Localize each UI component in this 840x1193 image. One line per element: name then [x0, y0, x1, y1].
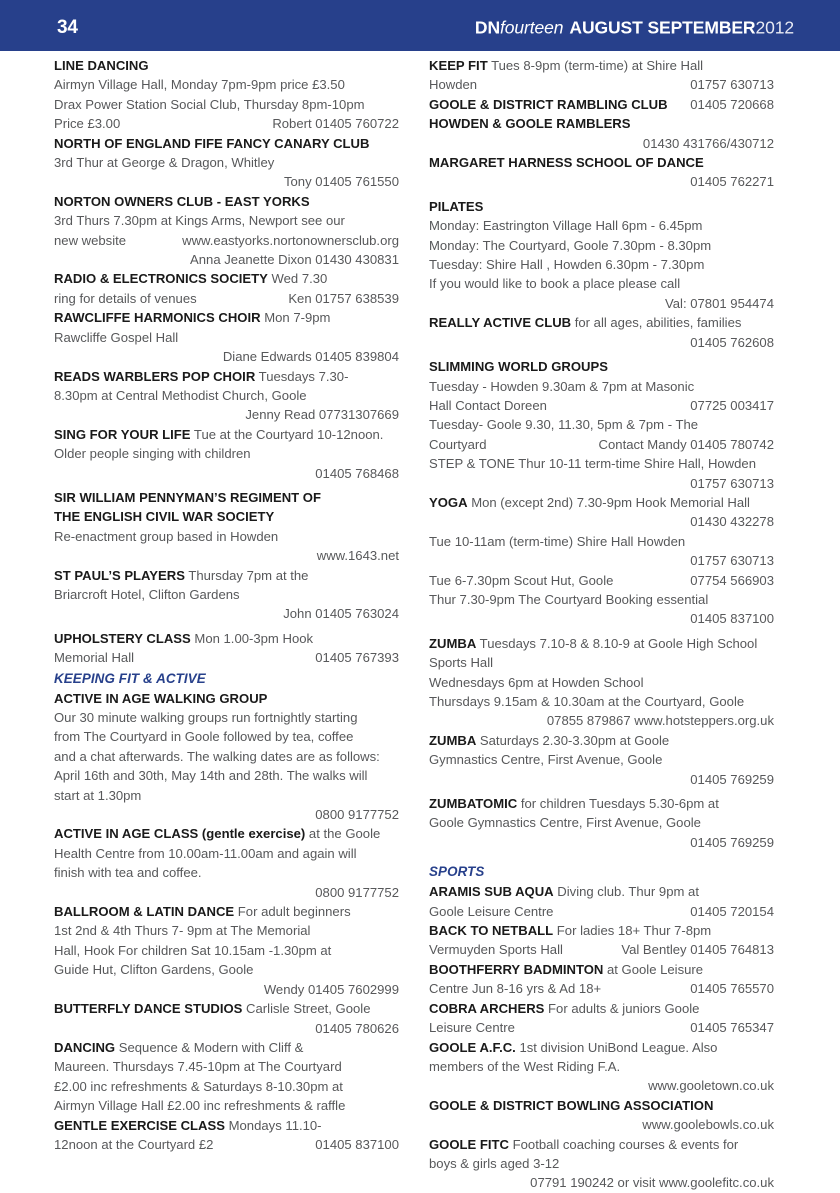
listing-back-to-netball [429, 921, 774, 940]
listing-detail: Howden [429, 77, 478, 93]
listing-title: GOOLE FITC [429, 1136, 510, 1152]
masthead [475, 18, 794, 39]
listing-contact: 01405 720154 [690, 903, 774, 919]
listing-contact: Tony 01405 761550 [283, 174, 399, 190]
listing-detail: at Goole Leisure [603, 961, 704, 977]
listing-title: BACK TO NETBALL [429, 923, 554, 939]
listing-contact: Val: 07801 954474 [665, 295, 774, 311]
listing-detail: Goole Leisure Centre [429, 903, 554, 919]
listing-line: and a chat afterwards. The walking dates are as follows: [54, 748, 380, 764]
listing-goole-fitc [429, 1135, 774, 1154]
section-heading-keeping-fit-active: KEEPING FIT & ACTIVE [54, 670, 206, 686]
listing-line: Monday: The Courtyard, Goole 7.30pm - 8.30pm [429, 237, 712, 253]
listing-line: boys & girls aged 3-12 [429, 1155, 560, 1171]
listing-slimming-world-groups: SLIMMING WORLD GROUPS [429, 359, 608, 375]
listing-title: READS WARBLERS POP CHOIR [54, 368, 256, 384]
listing-split-line [54, 231, 399, 250]
listing-dancing [54, 1038, 399, 1057]
listing-goole-district-rambling-club [429, 95, 774, 114]
listing-line: Older people singing with children [54, 446, 251, 462]
listing-line: Hall, Hook For children Sat 10.15am -1.30pm at [54, 942, 332, 958]
listing-line: If you would like to book a place please call [429, 276, 681, 292]
listing-line: members of the West Riding F.A. [429, 1058, 621, 1074]
listing-sing-for-your-life [54, 425, 399, 444]
masthead-months: AUGUST SEPTEMBER [569, 17, 756, 38]
left-column [54, 56, 399, 1154]
listing-title: ZUMBATOMIC [429, 796, 518, 812]
listing-detail: For adults & juniors Goole [544, 1000, 700, 1016]
listing-norton-owners-club-east-yorks [54, 192, 399, 211]
listing-detail: Tuesdays 7.10-8 & 8.10-9 at Goole High School [476, 635, 758, 651]
listing-title: NORTON OWNERS CLUB - EAST YORKS [54, 193, 310, 209]
listing-really-active-club [429, 313, 774, 332]
listing-split-line [429, 435, 774, 454]
listing-contact: 0800 9177752 [315, 884, 399, 900]
listing-line: 3rd Thurs 7.30pm at Kings Arms, Newport see our [54, 213, 345, 229]
listing-line: start at 1.30pm [54, 787, 142, 803]
listing-upholstery-class [54, 629, 399, 648]
listing-detail: Diving club. Thur 9pm at [553, 884, 699, 900]
listing-detail: at the Goole [305, 826, 381, 842]
listing-detail: Football coaching courses & events for [509, 1136, 739, 1152]
page-header-band [0, 0, 840, 51]
listing-line: Drax Power Station Social Club, Thursday 8pm-10pm [54, 96, 365, 112]
listing-contact: 01405 768468 [315, 465, 399, 481]
section-heading-sports: SPORTS [429, 864, 485, 880]
listing-title: REALLY ACTIVE CLUB [429, 315, 572, 331]
listing-howden-goole-ramblers: HOWDEN & GOOLE RAMBLERS [429, 116, 631, 132]
listing-contact: 01405 837100 [315, 1136, 399, 1152]
listing-line: Guide Hut, Clifton Gardens, Goole [54, 962, 254, 978]
listing-detail: Centre Jun 8-16 yrs & Ad 18+ [429, 981, 602, 997]
listing-detail: for children Tuesdays 5.30-6pm at [517, 796, 719, 812]
listing-contact: 0800 9177752 [315, 807, 399, 823]
listing-aramis-sub-aqua [429, 882, 774, 901]
listing-line: STEP & TONE Thur 10-11 term-time Shire Hall, Howden [429, 456, 756, 472]
listing-yoga [429, 493, 774, 512]
listing-line: Thur 7.30-9pm The Courtyard Booking essential [429, 591, 709, 607]
listing-line: Monday: Eastrington Village Hall 6pm - 6.45pm [429, 218, 703, 234]
listing-line: from The Courtyard in Goole followed by tea, coffee [54, 729, 354, 745]
listing-contact: Jenny Read 07731307669 [245, 407, 399, 423]
listing-title: SIR WILLIAM PENNYMAN’S REGIMENT OF [54, 489, 321, 505]
listing-contact: 01405 769259 [690, 771, 774, 787]
listing-split-line [54, 648, 399, 667]
listing-title-continued: THE ENGLISH CIVIL WAR SOCIETY [54, 509, 275, 525]
listing-contact: 01757 630713 [690, 77, 774, 93]
listing-reads-warblers-pop-choir [54, 367, 399, 386]
listing-line: Thursdays 9.15am & 10.30am at the Courtyard, Goole [429, 694, 745, 709]
listing-detail: 1st division UniBond League. Also [515, 1039, 718, 1055]
listing-detail: new website [54, 232, 127, 248]
listing-contact: Robert 01405 760722 [272, 116, 399, 132]
listing-title: GOOLE A.F.C. [429, 1039, 516, 1055]
listing-title: ARAMIS SUB AQUA [429, 884, 554, 900]
listing-contact: 01405 780626 [315, 1020, 399, 1036]
listing-contact: 01757 630713 [690, 553, 774, 569]
listing-goole-district-bowling-association: GOOLE & DISTRICT BOWLING ASSOCIATION [429, 1097, 714, 1113]
listing-contact: John 01405 763024 [283, 606, 399, 622]
listing-title: YOGA [429, 494, 468, 510]
listing-line: April 16th and 30th, May 14th and 28th. The walks will [54, 768, 368, 784]
listing-detail: Hall Contact Doreen [429, 397, 547, 413]
listing-line: finish with tea and coffee. [54, 865, 202, 881]
listing-detail: Mondays 11.10- [224, 1117, 322, 1133]
listing-north-of-england-fife-fancy-canary-club [54, 134, 399, 153]
listing-detail: Price £3.00 [54, 116, 121, 132]
listing-website: www.eastyorks.nortonownersclub.org [182, 232, 399, 248]
listing-contact: Ken 01757 638539 [288, 290, 399, 306]
listing-zumba-saturdays [429, 731, 774, 750]
listing-contact: 01405 769259 [690, 834, 774, 850]
listing-zumbatomic [429, 794, 774, 813]
listing-detail: Carlisle Street, Goole [242, 1001, 371, 1017]
listing-contact: Val Bentley 01405 764813 [621, 942, 774, 958]
listing-rawcliffe-harmonics-choir [54, 308, 399, 327]
listing-detail: For adult beginners [234, 904, 351, 920]
listing-title: COBRA ARCHERS [429, 1000, 545, 1016]
listing-gentle-exercise-class [54, 1116, 399, 1135]
listing-contact: 07725 003417 [690, 397, 774, 413]
listing-title: GOOLE & DISTRICT RAMBLING CLUB [429, 96, 668, 112]
listing-detail: Tue at the Courtyard 10-12noon. [190, 426, 384, 442]
listing-line: Sports Hall [429, 655, 494, 671]
masthead-fourteen: fourteen [499, 17, 564, 38]
listing-contact: Anna Jeanette Dixon 01430 430831 [190, 252, 399, 268]
listing-goole-afc [429, 1038, 774, 1057]
page-number: 34 [57, 17, 78, 38]
listing-line: Tuesday: Shire Hall , Howden 6.30pm - 7.30pm [429, 257, 705, 273]
listing-split-line [54, 1135, 399, 1154]
listing-contact: 01405 767393 [315, 650, 399, 666]
right-column [429, 56, 774, 1193]
listing-website: www.goolebowls.co.uk [642, 1117, 774, 1133]
listing-title: BOOTHFERRY BADMINTON [429, 961, 604, 977]
listing-cobra-archers [429, 999, 774, 1018]
listing-line: 3rd Thur at George & Dragon, Whitley [54, 155, 275, 171]
listing-active-in-age-class [54, 824, 399, 843]
listing-title: ZUMBA [429, 635, 477, 651]
listing-website: www.1643.net [316, 548, 399, 564]
listing-contact: 01405 762271 [690, 174, 774, 190]
listing-contact: 07791 190242 or visit www.goolefitc.co.uk [530, 1175, 774, 1191]
listing-split-line [429, 979, 774, 998]
listing-zumba [429, 634, 774, 653]
listing-line: £2.00 inc refreshments & Saturdays 8-10.30pm at [54, 1078, 343, 1094]
listing-detail: Memorial Hall [54, 650, 135, 666]
spacer [429, 852, 774, 861]
listing-contact: 07855 879867 www.hotsteppers.org.uk [546, 713, 774, 729]
listing-title: ZUMBA [429, 732, 477, 748]
listing-split-line [429, 940, 774, 959]
listing-detail: Tue 6-7.30pm Scout Hut, Goole [429, 572, 614, 588]
listing-ballroom-latin-dance [54, 902, 399, 921]
listing-detail: Courtyard [429, 436, 487, 452]
listing-title: UPHOLSTERY CLASS [54, 630, 191, 646]
listing-detail: For ladies 18+ Thur 7-8pm [553, 923, 712, 939]
listing-detail: Mon 1.00-3pm Hook [190, 630, 314, 646]
listing-active-in-age-walking-group [54, 689, 399, 708]
listing-line: Re-enactment group based in Howden [54, 528, 279, 544]
listing-title: DANCING [54, 1039, 116, 1055]
listing-contact: 01430 431766/430712 [642, 135, 774, 151]
listing-split-line [54, 289, 399, 308]
listing-boothferry-badminton [429, 960, 774, 979]
listing-detail: Leisure Centre [429, 1020, 515, 1036]
listing-detail: ring for details of venues [54, 290, 197, 306]
masthead-dn: DN [474, 17, 500, 38]
listing-title: KEEP FIT [429, 58, 488, 73]
listing-contact: 01757 630713 [690, 475, 774, 491]
listing-detail: Saturdays 2.30-3.30pm at Goole [476, 732, 670, 748]
listing-line: Goole Gymnastics Centre, First Avenue, Goole [429, 815, 701, 831]
listing-contact: Wendy 01405 7602999 [263, 981, 399, 997]
listing-butterfly-dance-studios [54, 999, 399, 1018]
listing-line: Airmyn Village Hall, Monday 7pm-9pm price £3.50 [54, 77, 345, 93]
listing-title: RADIO & ELECTRONICS SOCIETY [54, 271, 268, 287]
listing-contact: 01405 762608 [690, 334, 774, 350]
listing-title: GENTLE EXERCISE CLASS [54, 1117, 225, 1133]
listing-split-line [429, 396, 774, 415]
listing-title: BUTTERFLY DANCE STUDIOS [54, 1001, 243, 1017]
listing-contact: 01405 837100 [690, 611, 774, 627]
listing-margaret-harness-school-of-dance: MARGARET HARNESS SCHOOL OF DANCE [429, 155, 704, 171]
listing-line: Briarcroft Hotel, Clifton Gardens [54, 586, 240, 602]
listing-st-pauls-players [54, 566, 399, 585]
listing-detail: Mon 7-9pm [260, 310, 331, 326]
listing-keep-fit [429, 56, 774, 75]
listing-title: ACTIVE IN AGE CLASS (gentle exercise) [54, 826, 306, 842]
listing-line: Tuesday - Howden 9.30am & 7pm at Masonic [429, 378, 695, 394]
listing-title: ST PAUL’S PLAYERS [54, 567, 185, 583]
listing-detail: Wed 7.30 [267, 271, 328, 287]
masthead-year: 2012 [755, 17, 794, 38]
listing-line: 1st 2nd & 4th Thurs 7- 9pm at The Memorial [54, 923, 311, 939]
listing-detail: for all ages, abilities, families [571, 315, 742, 331]
listing-line: 8.30pm at Central Methodist Church, Goole [54, 387, 307, 403]
listing-website: www.gooletown.co.uk [648, 1078, 774, 1094]
listing-split-line [429, 75, 774, 94]
listing-line: Wednesdays 6pm at Howden School [429, 674, 644, 690]
listing-detail: Sequence & Modern with Cliff & [115, 1039, 304, 1055]
listing-pilates: PILATES [429, 198, 484, 214]
listing-line: Gymnastics Centre, First Avenue, Goole [429, 752, 663, 768]
listing-radio-electronics-society [54, 269, 399, 288]
listing-line: Our 30 minute walking groups run fortnightly starting [54, 710, 358, 725]
listing-split-line [429, 1018, 774, 1037]
listing-title: ACTIVE IN AGE WALKING GROUP [54, 690, 268, 706]
listing-line: Tue 10-11am (term-time) Shire Hall Howden [429, 533, 686, 549]
listing-line-dancing [54, 56, 399, 75]
listing-contact: Contact Mandy 01405 780742 [598, 436, 774, 452]
listing-detail: Tuesdays 7.30- [255, 368, 349, 384]
listing-detail: Vermuyden Sports Hall [429, 942, 563, 958]
listing-line: Airmyn Village Hall £2.00 inc refreshments & raffle [54, 1098, 346, 1114]
listing-split-line [429, 902, 774, 921]
listing-line: Tuesday- Goole 9.30, 11.30, 5pm & 7pm - The [429, 417, 699, 433]
listing-split-line [429, 571, 774, 590]
listing-line: Rawcliffe Gospel Hall [54, 329, 179, 345]
listing-split-line [54, 114, 399, 133]
listing-line: Health Centre from 10.00am-11.00am and again will [54, 845, 357, 861]
listing-contact: 01430 432278 [690, 514, 774, 530]
listing-title: NORTH OF ENGLAND FIFE FANCY CANARY CLUB [54, 135, 370, 151]
listing-contact: 01405 765347 [690, 1020, 774, 1036]
listing-contact: Diane Edwards 01405 839804 [222, 349, 399, 365]
listing-contact: 07754 566903 [690, 572, 774, 588]
listing-title: SING FOR YOUR LIFE [54, 426, 191, 442]
listing-detail: Mon (except 2nd) 7.30-9pm Hook Memorial Hall [467, 494, 750, 510]
listing-contact: 01405 765570 [690, 981, 774, 997]
listing-title: RAWCLIFFE HARMONICS CHOIR [54, 310, 261, 326]
listing-detail: Tues 8-9pm (term-time) at Shire Hall [487, 58, 704, 73]
listing-detail: 12noon at the Courtyard £2 [54, 1136, 214, 1152]
listing-contact: 01405 720668 [690, 96, 774, 112]
listing-line: Maureen. Thursdays 7.45-10pm at The Courtyard [54, 1059, 342, 1075]
listing-detail: Thursday 7pm at the [184, 567, 309, 583]
listing-title: BALLROOM & LATIN DANCE [54, 904, 235, 920]
listing-title: LINE DANCING [54, 58, 149, 73]
